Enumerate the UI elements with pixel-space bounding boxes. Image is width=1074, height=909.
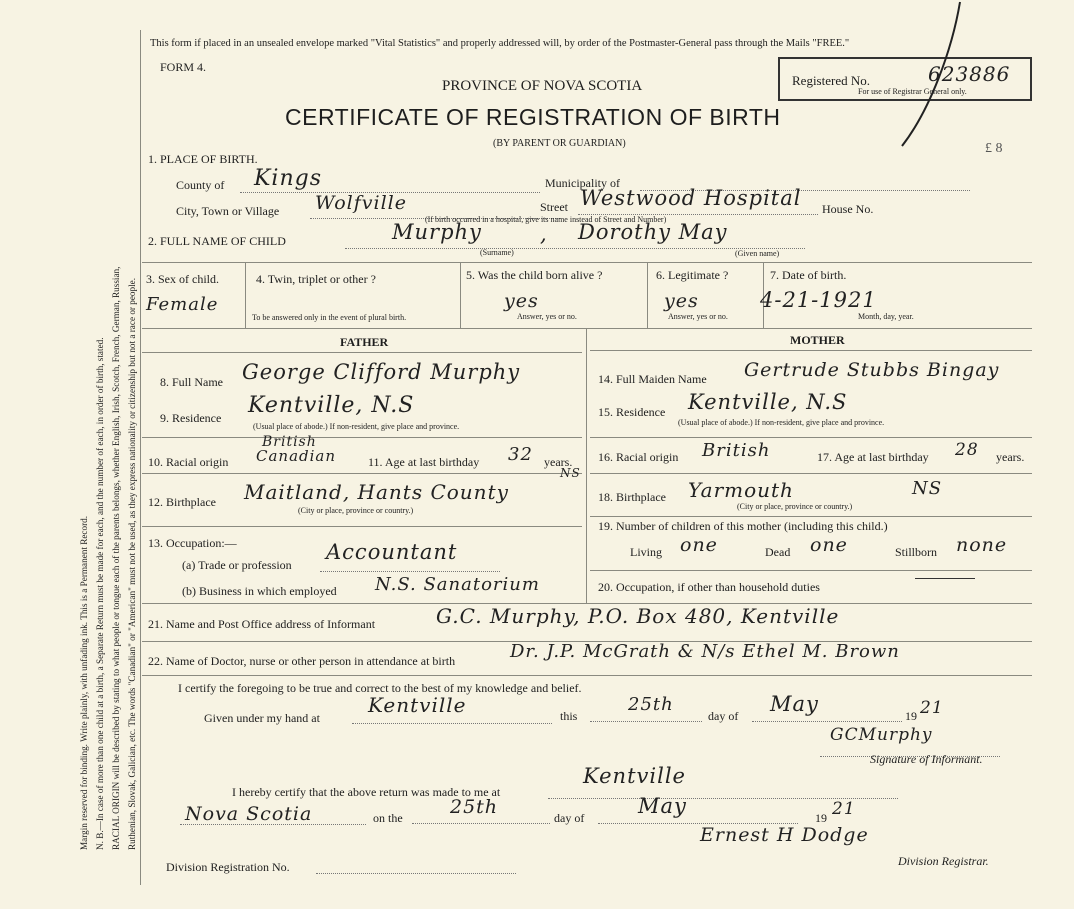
father-birthplace-note: (City or place, province or country.) bbox=[298, 506, 414, 515]
father-racial-1: British bbox=[262, 434, 317, 450]
mother-name: Gertrude Stubbs Bingay bbox=[744, 359, 1000, 381]
alive-note: Answer, yes or no. bbox=[517, 312, 577, 321]
division-registrar-label: Division Registrar. bbox=[898, 854, 989, 868]
cert-month: May bbox=[770, 692, 819, 716]
father-residence-label: 9. Residence bbox=[160, 411, 222, 425]
father-name: George Clifford Murphy bbox=[242, 360, 521, 384]
informant-value: G.C. Murphy, P.O. Box 480, Kentville bbox=[436, 604, 840, 628]
doctor-value: Dr. J.P. McGrath & N/s Ethel M. Brown bbox=[510, 641, 900, 662]
father-age: 32 bbox=[508, 444, 533, 465]
registrar-place: Kentville bbox=[583, 764, 686, 788]
city-label: City, Town or Village bbox=[176, 204, 280, 218]
mother-racial-label: 16. Racial origin bbox=[598, 450, 679, 464]
registered-number: 623886 bbox=[928, 62, 1011, 86]
child-surname: Murphy bbox=[392, 220, 482, 244]
stillborn-value: none bbox=[956, 534, 1008, 556]
father-birthplace-ns: NS bbox=[560, 466, 581, 480]
father-occupation-label: 13. Occupation:— bbox=[148, 536, 237, 550]
informant-signature: GCMurphy bbox=[830, 725, 933, 745]
mother-age: 28 bbox=[955, 440, 979, 460]
registrar-province: Nova Scotia bbox=[185, 803, 313, 825]
registrar-signature: Ernest H Dodge bbox=[700, 824, 869, 846]
father-heading: FATHER bbox=[340, 335, 389, 349]
mother-birthplace: Yarmouth bbox=[688, 478, 794, 502]
margin-note-4: Ruthenian, Slovak, Galician, etc. The words "Canadian" or "American" must not be used, as they express nationality or citizenship but not a race or people. bbox=[127, 277, 137, 850]
house-label: House No. bbox=[822, 202, 874, 216]
margin-rule bbox=[140, 30, 141, 885]
reg-month: May bbox=[638, 794, 687, 818]
alive-value: yes bbox=[504, 290, 539, 312]
living-value: one bbox=[680, 534, 718, 556]
father-residence-note: (Usual place of abode.) If non-resident, give place and province. bbox=[253, 422, 460, 431]
children-count-label: 19. Number of children of this mother (including this child.) bbox=[598, 519, 888, 533]
cert-year: 21 bbox=[920, 698, 944, 718]
margin-notes bbox=[76, 267, 140, 850]
mother-birthplace-note: (City or place, province or country.) bbox=[737, 502, 853, 511]
cert-year-prefix: 19 bbox=[905, 709, 917, 723]
division-registration-label: Division Registration No. bbox=[166, 860, 290, 874]
reg-dayof-label: day of bbox=[554, 811, 585, 825]
mother-name-label: 14. Full Maiden Name bbox=[598, 372, 707, 386]
father-name-label: 8. Full Name bbox=[160, 375, 223, 389]
date-value: 4-21-1921 bbox=[760, 288, 877, 312]
surname-note: (Surname) bbox=[480, 248, 514, 257]
doctor-label: 22. Name of Doctor, nurse or other person in attendance at birth bbox=[148, 654, 456, 668]
street-label: Street bbox=[540, 200, 568, 214]
cert-this-label: this bbox=[560, 709, 578, 723]
cert-day: 25th bbox=[628, 694, 674, 715]
trade-label: (a) Trade or profession bbox=[182, 558, 292, 572]
place-of-birth-label: 1. PLACE OF BIRTH. bbox=[148, 152, 258, 166]
province-heading: PROVINCE OF NOVA SCOTIA bbox=[442, 78, 643, 94]
child-comma: , bbox=[540, 222, 548, 246]
informant-label: 21. Name and Post Office address of Informant bbox=[148, 617, 376, 631]
corner-mark: £ 8 bbox=[985, 141, 1003, 156]
county-label: County of bbox=[176, 178, 225, 192]
legitimate-label: 6. Legitimate ? bbox=[656, 268, 729, 282]
reg-year-prefix: 19 bbox=[815, 811, 827, 825]
given-under-label: Given under my hand at bbox=[204, 711, 320, 725]
registered-label: Registered No. bbox=[792, 73, 870, 88]
father-birthplace: Maitland, Hants County bbox=[244, 480, 509, 504]
sex-label: 3. Sex of child. bbox=[146, 272, 219, 286]
mother-residence-note: (Usual place of abode.) If non-resident, give place and province. bbox=[678, 418, 885, 427]
father-racial-2: Canadian bbox=[256, 447, 337, 465]
given-note: (Given name) bbox=[735, 249, 780, 258]
check-stroke bbox=[890, 0, 970, 150]
father-racial-label: 10. Racial origin bbox=[148, 455, 229, 469]
business-value: N.S. Sanatorium bbox=[375, 574, 540, 595]
stillborn-label: Stillborn bbox=[895, 545, 938, 559]
cert-dayof-label: day of bbox=[708, 709, 739, 723]
registrar-certify-line: I hereby certify that the above return was made to me at bbox=[232, 785, 501, 799]
father-years: years. bbox=[544, 455, 573, 469]
reg-on-label: on the bbox=[373, 811, 403, 825]
mother-occupation-label: 20. Occupation, if other than household duties bbox=[598, 580, 820, 594]
twin-label: 4. Twin, triplet or other ? bbox=[256, 272, 376, 286]
twin-note: To be answered only in the event of plural birth. bbox=[252, 313, 407, 322]
child-given-name: Dorothy May bbox=[578, 220, 728, 244]
form-number: FORM 4. bbox=[160, 60, 207, 74]
city-value: Wolfville bbox=[315, 192, 407, 214]
legitimate-value: yes bbox=[664, 290, 699, 312]
mother-birthplace-ns: NS bbox=[912, 478, 943, 499]
sex-value: Female bbox=[146, 294, 219, 315]
mother-racial: British bbox=[702, 440, 771, 461]
father-age-label: 11. Age at last birthday bbox=[368, 455, 480, 469]
mother-birthplace-label: 18. Birthplace bbox=[598, 490, 666, 504]
father-residence: Kentville, N.S bbox=[248, 393, 415, 418]
child-name-label: 2. FULL NAME OF CHILD bbox=[148, 234, 286, 248]
cert-place: Kentville bbox=[368, 693, 467, 717]
business-label: (b) Business in which employed bbox=[182, 584, 337, 598]
living-label: Living bbox=[630, 545, 662, 559]
date-note: Month, day, year. bbox=[858, 312, 914, 321]
mailing-note: This form if placed in an unsealed envelope marked "Vital Statistics" and properly addressed will, by order of the Postmaster-General pass through the Mails "FREE." bbox=[150, 38, 850, 49]
date-label: 7. Date of birth. bbox=[770, 268, 847, 282]
alive-label: 5. Was the child born alive ? bbox=[466, 268, 603, 282]
mother-residence: Kentville, N.S bbox=[688, 390, 848, 414]
certificate-title: CERTIFICATE OF REGISTRATION OF BIRTH bbox=[285, 104, 781, 130]
dead-label: Dead bbox=[765, 545, 791, 559]
dead-value: one bbox=[810, 534, 848, 556]
mother-age-label: 17. Age at last birthday bbox=[817, 450, 929, 464]
certificate-subtitle: (BY PARENT OR GUARDIAN) bbox=[493, 138, 626, 149]
trade-value: Accountant bbox=[326, 540, 458, 564]
margin-note-1: Margin reserved for binding. Write plainly, with unfading ink. This is a Permanent Record. bbox=[79, 515, 89, 850]
mother-residence-label: 15. Residence bbox=[598, 405, 666, 419]
street-value: Westwood Hospital bbox=[580, 186, 802, 210]
margin-note-3: RACIAL ORIGIN will be described by stating to what people or tongue each of the parents belongs, whether English, Irish, Scotch, French, German, Russian, bbox=[111, 266, 121, 850]
signature-label: Signature of Informant. bbox=[870, 752, 983, 766]
father-birthplace-label: 12. Birthplace bbox=[148, 495, 216, 509]
mother-heading: MOTHER bbox=[790, 333, 845, 347]
municipality-label: Municipality of bbox=[545, 176, 620, 190]
mother-years: years. bbox=[996, 450, 1025, 464]
registrar-general-note: For use of Registrar General only. bbox=[858, 87, 967, 96]
legitimate-note: Answer, yes or no. bbox=[668, 312, 728, 321]
certify-line: I certify the foregoing to be true and correct to the best of my knowledge and belief. bbox=[178, 681, 582, 695]
county-value: Kings bbox=[254, 166, 323, 191]
hospital-note: (If birth occurred in a hospital, give its name instead of Street and Number) bbox=[425, 215, 667, 224]
margin-note-2: N. B.—In case of more than one child at a birth, a Separate Return must be made for each, and the number of each, in order of birth, stated. bbox=[95, 337, 105, 850]
reg-year: 21 bbox=[832, 799, 856, 819]
reg-day: 25th bbox=[450, 796, 499, 818]
